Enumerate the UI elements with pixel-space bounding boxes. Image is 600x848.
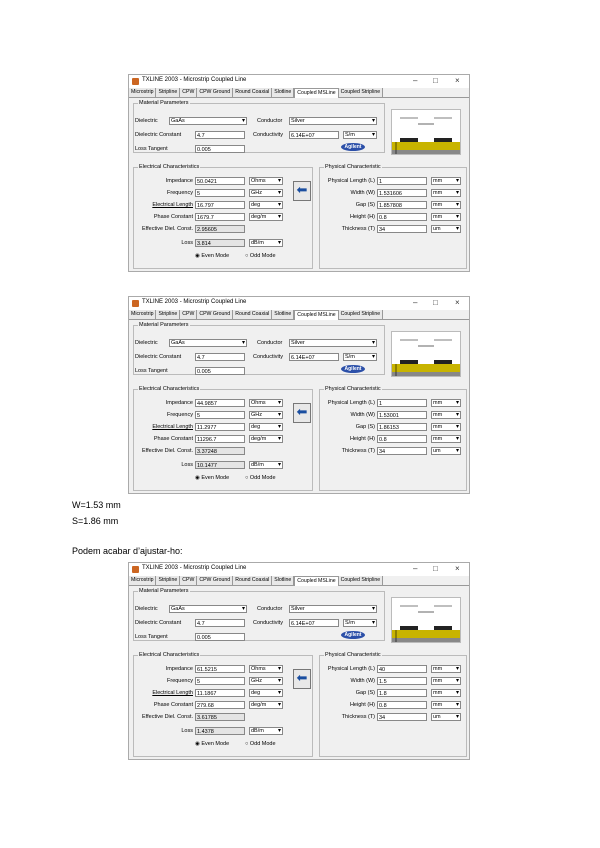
- material-parameters-title: Material Parameters: [139, 100, 189, 106]
- synthesize-arrow-button[interactable]: [293, 669, 311, 689]
- tab-cpw-ground[interactable]: CPW Ground: [197, 310, 233, 319]
- agilent-logo: Agilent: [341, 143, 365, 151]
- tab-slotline[interactable]: Slotline: [272, 576, 294, 585]
- tab-microstrip[interactable]: Microstrip: [129, 310, 156, 319]
- dielectric-constant-label: Dielectric Constant: [135, 132, 182, 138]
- conductivity-input[interactable]: 6.14E+07: [289, 353, 339, 361]
- frequency-unit-select[interactable]: GHz ▾: [249, 189, 283, 197]
- height-label: Height (H): [349, 702, 375, 708]
- app-icon: [132, 78, 139, 85]
- dielectric-constant-input[interactable]: 4.7: [195, 131, 245, 139]
- height-unit-select[interactable]: mm ▾: [431, 435, 461, 443]
- odd-mode-label: Odd Mode: [249, 741, 276, 747]
- effective-dielectric-constant-value: 3.61785: [195, 713, 245, 721]
- impedance-input[interactable]: 50.0421: [195, 177, 245, 185]
- minimize-button[interactable]: –: [413, 564, 418, 573]
- close-button[interactable]: ×: [455, 298, 460, 307]
- arrow-left-icon: ⬅: [296, 670, 308, 685]
- tab-coupled-stripline[interactable]: Coupled Stripline: [339, 576, 384, 585]
- impedance-input[interactable]: 61.5215: [195, 665, 245, 673]
- adjust-caption: Podem acabar d’ajustar-ho:: [72, 546, 183, 556]
- arrow-left-icon: ⬅: [296, 182, 308, 197]
- loss-label: Loss: [181, 240, 193, 246]
- effective-dielectric-constant-label: Effective Diel. Const.: [142, 448, 193, 454]
- arrow-left-icon: ⬅: [296, 404, 308, 419]
- loss-value: 1.4378: [195, 727, 245, 735]
- conductor-label: Conductor: [257, 340, 283, 346]
- frequency-label: Frequency: [167, 190, 193, 196]
- tab-coupled-stripline[interactable]: Coupled Stripline: [339, 310, 384, 319]
- tab-cpw[interactable]: CPW: [180, 88, 197, 97]
- impedance-unit-select[interactable]: Ohms ▾: [249, 665, 283, 673]
- conductivity-unit-select[interactable]: S/m ▾: [343, 353, 377, 361]
- phase-constant-label: Phase Constant: [153, 702, 193, 708]
- phase-constant-input[interactable]: 11296.7: [195, 435, 245, 443]
- width-label: Width (W): [350, 190, 375, 196]
- odd-mode-label: Odd Mode: [249, 253, 276, 259]
- tab-coupled-msline[interactable]: Coupled MSLine: [294, 310, 338, 320]
- effective-dielectric-constant-label: Effective Diel. Const.: [142, 714, 193, 720]
- electrical-characteristics-title: Electrical Characteristics: [139, 164, 200, 170]
- impedance-label: Impedance: [165, 178, 193, 184]
- even-mode-label: Even Mode: [201, 741, 230, 747]
- loss-label: Loss: [181, 728, 193, 734]
- gap-unit-select[interactable]: mm ▾: [431, 423, 461, 431]
- tab-stripline[interactable]: Stripline: [156, 88, 180, 97]
- effective-dielectric-constant-value: 3.37248: [195, 447, 245, 455]
- loss-value: 10.1477: [195, 461, 245, 469]
- coupled-line-diagram: [391, 597, 461, 643]
- electrical-length-input[interactable]: 11.2977: [195, 423, 245, 431]
- dielectric-select[interactable]: GaAs ▾: [169, 339, 247, 347]
- dielectric-select[interactable]: GaAs ▾: [169, 117, 247, 125]
- electrical-characteristics-title: Electrical Characteristics: [139, 386, 200, 392]
- electrical-length-label[interactable]: Electrical Length: [152, 424, 193, 430]
- thickness-input[interactable]: 34: [377, 225, 427, 233]
- loss-unit-select[interactable]: dB/m ▾: [249, 461, 283, 469]
- thickness-label: Thickness (T): [341, 448, 375, 454]
- physical-length-unit-select[interactable]: mm ▾: [431, 665, 461, 673]
- electrical-length-input[interactable]: 11.1867: [195, 689, 245, 697]
- title-bar: [129, 563, 469, 576]
- agilent-logo: Agilent: [341, 631, 365, 639]
- physical-length-label: Physical Length (L): [327, 666, 375, 672]
- tab-stripline[interactable]: Stripline: [156, 576, 180, 585]
- conductivity-input[interactable]: 6.14E+07: [289, 619, 339, 627]
- loss-unit-select[interactable]: dB/m ▾: [249, 239, 283, 247]
- even-mode-radio[interactable]: [195, 741, 229, 747]
- diagram-graphic: [392, 332, 460, 376]
- gap-label: Gap (S): [355, 202, 375, 208]
- odd-mode-radio[interactable]: [245, 253, 276, 259]
- even-mode-radio[interactable]: [195, 475, 229, 481]
- dielectric-label: Dielectric: [135, 118, 158, 124]
- app-icon: [132, 300, 139, 307]
- radio-checked-icon: ◉: [195, 253, 200, 259]
- tab-round-coaxial[interactable]: Round Coaxial: [233, 310, 272, 319]
- width-input[interactable]: 1.5: [377, 677, 427, 685]
- title-bar: [129, 75, 469, 88]
- frequency-input[interactable]: 5: [195, 189, 245, 197]
- diagram-graphic: [392, 598, 460, 642]
- dielectric-constant-label: Dielectric Constant: [135, 620, 182, 626]
- tab-stripline[interactable]: Stripline: [156, 310, 180, 319]
- width-input[interactable]: 1.53001: [377, 411, 427, 419]
- physical-characteristic-title: Physical Characteristic: [325, 652, 381, 658]
- conductivity-unit-select[interactable]: S/m ▾: [343, 131, 377, 139]
- gap-caption: S=1.86 mm: [72, 516, 119, 526]
- width-caption: W=1.53 mm: [72, 500, 121, 510]
- radio-checked-icon: ◉: [195, 475, 200, 481]
- minimize-button[interactable]: –: [413, 298, 418, 307]
- odd-mode-radio[interactable]: [245, 741, 276, 747]
- maximize-button[interactable]: □: [433, 564, 438, 573]
- loss-value: 3.814: [195, 239, 245, 247]
- height-unit-select[interactable]: mm ▾: [431, 213, 461, 221]
- width-unit-select[interactable]: mm ▾: [431, 411, 461, 419]
- even-mode-radio[interactable]: [195, 253, 229, 259]
- tab-cpw[interactable]: CPW: [180, 576, 197, 585]
- tab-microstrip[interactable]: Microstrip: [129, 88, 156, 97]
- tab-cpw[interactable]: CPW: [180, 310, 197, 319]
- electrical-length-unit-select[interactable]: deg ▾: [249, 201, 283, 209]
- height-label: Height (H): [349, 436, 375, 442]
- impedance-unit-select[interactable]: Ohms ▾: [249, 177, 283, 185]
- tab-cpw-ground[interactable]: CPW Ground: [197, 576, 233, 585]
- electrical-characteristics-title: Electrical Characteristics: [139, 652, 200, 658]
- material-parameters-title: Material Parameters: [139, 322, 189, 328]
- radio-unchecked-icon: ○: [245, 475, 249, 481]
- loss-tangent-input[interactable]: 0.005: [195, 367, 245, 375]
- agilent-logo: Agilent: [341, 365, 365, 373]
- frequency-label: Frequency: [167, 678, 193, 684]
- conductivity-label: Conductivity: [253, 620, 283, 626]
- material-parameters-title: Material Parameters: [139, 588, 189, 594]
- tab-cpw-ground[interactable]: CPW Ground: [197, 88, 233, 97]
- width-label: Width (W): [350, 678, 375, 684]
- tab-coupled-msline[interactable]: Coupled MSLine: [294, 576, 338, 586]
- odd-mode-radio[interactable]: [245, 475, 276, 481]
- tab-coupled-stripline[interactable]: Coupled Stripline: [339, 88, 384, 97]
- radio-unchecked-icon: ○: [245, 741, 249, 747]
- loss-tangent-label: Loss Tangent: [135, 146, 168, 152]
- gap-unit-select[interactable]: mm ▾: [431, 689, 461, 697]
- tab-bar: [129, 310, 469, 320]
- impedance-unit-select[interactable]: Ohms ▾: [249, 399, 283, 407]
- effective-dielectric-constant-value: 2.95605: [195, 225, 245, 233]
- conductivity-input[interactable]: 6.14E+07: [289, 131, 339, 139]
- dielectric-constant-input[interactable]: 4.7: [195, 353, 245, 361]
- physical-characteristic-title: Physical Characteristic: [325, 386, 381, 392]
- tab-coupled-msline[interactable]: Coupled MSLine: [294, 88, 338, 98]
- electrical-length-unit-select[interactable]: deg ▾: [249, 689, 283, 697]
- physical-characteristic-title: Physical Characteristic: [325, 164, 381, 170]
- frequency-unit-select[interactable]: GHz ▾: [249, 677, 283, 685]
- app-icon: [132, 566, 139, 573]
- width-unit-select[interactable]: mm ▾: [431, 677, 461, 685]
- frequency-unit-select[interactable]: GHz ▾: [249, 411, 283, 419]
- coupled-line-diagram: [391, 109, 461, 155]
- electrical-length-unit-select[interactable]: deg ▾: [249, 423, 283, 431]
- impedance-label: Impedance: [165, 400, 193, 406]
- effective-dielectric-constant-label: Effective Diel. Const.: [142, 226, 193, 232]
- radio-checked-icon: ◉: [195, 741, 200, 747]
- thickness-unit-select[interactable]: um ▾: [431, 713, 461, 721]
- gap-unit-select[interactable]: mm ▾: [431, 201, 461, 209]
- physical-length-input[interactable]: 40: [377, 665, 427, 673]
- conductivity-label: Conductivity: [253, 354, 283, 360]
- tab-slotline[interactable]: Slotline: [272, 88, 294, 97]
- physical-length-unit-select[interactable]: mm ▾: [431, 177, 461, 185]
- width-label: Width (W): [350, 412, 375, 418]
- conductor-select[interactable]: Silver ▾: [289, 117, 377, 125]
- thickness-unit-select[interactable]: um ▾: [431, 447, 461, 455]
- impedance-label: Impedance: [165, 666, 193, 672]
- thickness-input[interactable]: 34: [377, 447, 427, 455]
- window-title: TXLINE 2003 - Microstrip Coupled Line: [142, 299, 247, 305]
- close-button[interactable]: ×: [455, 76, 460, 85]
- diagram-graphic: [392, 110, 460, 154]
- physical-length-unit-select[interactable]: mm ▾: [431, 399, 461, 407]
- impedance-input[interactable]: 44.9857: [195, 399, 245, 407]
- conductor-label: Conductor: [257, 606, 283, 612]
- physical-length-input[interactable]: 1: [377, 177, 427, 185]
- thickness-input[interactable]: 34: [377, 713, 427, 721]
- conductor-select[interactable]: Silver ▾: [289, 339, 377, 347]
- dielectric-label: Dielectric: [135, 340, 158, 346]
- height-unit-select[interactable]: mm ▾: [431, 701, 461, 709]
- width-input[interactable]: 1.531606: [377, 189, 427, 197]
- gap-input[interactable]: 1.8: [377, 689, 427, 697]
- electrical-length-label[interactable]: Electrical Length: [152, 202, 193, 208]
- tab-microstrip[interactable]: Microstrip: [129, 576, 156, 585]
- phase-constant-label: Phase Constant: [153, 214, 193, 220]
- thickness-unit-select[interactable]: um ▾: [431, 225, 461, 233]
- window-title: TXLINE 2003 - Microstrip Coupled Line: [142, 565, 247, 571]
- tab-bar: [129, 88, 469, 98]
- phase-constant-unit-select[interactable]: deg/m ▾: [249, 701, 283, 709]
- txline-window-1: [128, 74, 470, 272]
- even-mode-label: Even Mode: [201, 475, 230, 481]
- conductor-select[interactable]: Silver ▾: [289, 605, 377, 613]
- even-mode-label: Even Mode: [201, 253, 230, 259]
- txline-window-3: [128, 562, 470, 760]
- gap-input[interactable]: 1.857808: [377, 201, 427, 209]
- phase-constant-input[interactable]: 279.68: [195, 701, 245, 709]
- radio-unchecked-icon: ○: [245, 253, 249, 259]
- height-input[interactable]: 0.8: [377, 213, 427, 221]
- synthesize-arrow-button[interactable]: [293, 181, 311, 201]
- minimize-button[interactable]: –: [413, 76, 418, 85]
- dielectric-select[interactable]: GaAs ▾: [169, 605, 247, 613]
- loss-tangent-label: Loss Tangent: [135, 368, 168, 374]
- loss-tangent-input[interactable]: 0.005: [195, 633, 245, 641]
- electrical-length-input[interactable]: 16.797: [195, 201, 245, 209]
- tab-slotline[interactable]: Slotline: [272, 310, 294, 319]
- window-title: TXLINE 2003 - Microstrip Coupled Line: [142, 77, 247, 83]
- gap-label: Gap (S): [355, 690, 375, 696]
- conductor-label: Conductor: [257, 118, 283, 124]
- thickness-label: Thickness (T): [341, 226, 375, 232]
- thickness-label: Thickness (T): [341, 714, 375, 720]
- frequency-input[interactable]: 5: [195, 411, 245, 419]
- loss-label: Loss: [181, 462, 193, 468]
- title-bar: [129, 297, 469, 310]
- loss-unit-select[interactable]: dB/m ▾: [249, 727, 283, 735]
- tab-bar: [129, 576, 469, 586]
- close-button[interactable]: ×: [455, 564, 460, 573]
- frequency-input[interactable]: 5: [195, 677, 245, 685]
- conductivity-unit-select[interactable]: S/m ▾: [343, 619, 377, 627]
- height-input[interactable]: 0.8: [377, 435, 427, 443]
- maximize-button[interactable]: □: [433, 298, 438, 307]
- loss-tangent-input[interactable]: 0.005: [195, 145, 245, 153]
- synthesize-arrow-button[interactable]: [293, 403, 311, 423]
- frequency-label: Frequency: [167, 412, 193, 418]
- height-label: Height (H): [349, 214, 375, 220]
- odd-mode-label: Odd Mode: [249, 475, 276, 481]
- coupled-line-diagram: [391, 331, 461, 377]
- phase-constant-label: Phase Constant: [153, 436, 193, 442]
- tab-round-coaxial[interactable]: Round Coaxial: [233, 88, 272, 97]
- phase-constant-input[interactable]: 1679.7: [195, 213, 245, 221]
- width-unit-select[interactable]: mm ▾: [431, 189, 461, 197]
- txline-window-2: [128, 296, 470, 494]
- tab-round-coaxial[interactable]: Round Coaxial: [233, 576, 272, 585]
- loss-tangent-label: Loss Tangent: [135, 634, 168, 640]
- dielectric-constant-input[interactable]: 4.7: [195, 619, 245, 627]
- height-input[interactable]: 0.8: [377, 701, 427, 709]
- gap-input[interactable]: 1.86153: [377, 423, 427, 431]
- dielectric-constant-label: Dielectric Constant: [135, 354, 182, 360]
- conductivity-label: Conductivity: [253, 132, 283, 138]
- physical-length-label: Physical Length (L): [327, 400, 375, 406]
- maximize-button[interactable]: □: [433, 76, 438, 85]
- gap-label: Gap (S): [355, 424, 375, 430]
- physical-length-input[interactable]: 1: [377, 399, 427, 407]
- dielectric-label: Dielectric: [135, 606, 158, 612]
- phase-constant-unit-select[interactable]: deg/m ▾: [249, 213, 283, 221]
- physical-length-label: Physical Length (L): [327, 178, 375, 184]
- phase-constant-unit-select[interactable]: deg/m ▾: [249, 435, 283, 443]
- electrical-length-label[interactable]: Electrical Length: [152, 690, 193, 696]
